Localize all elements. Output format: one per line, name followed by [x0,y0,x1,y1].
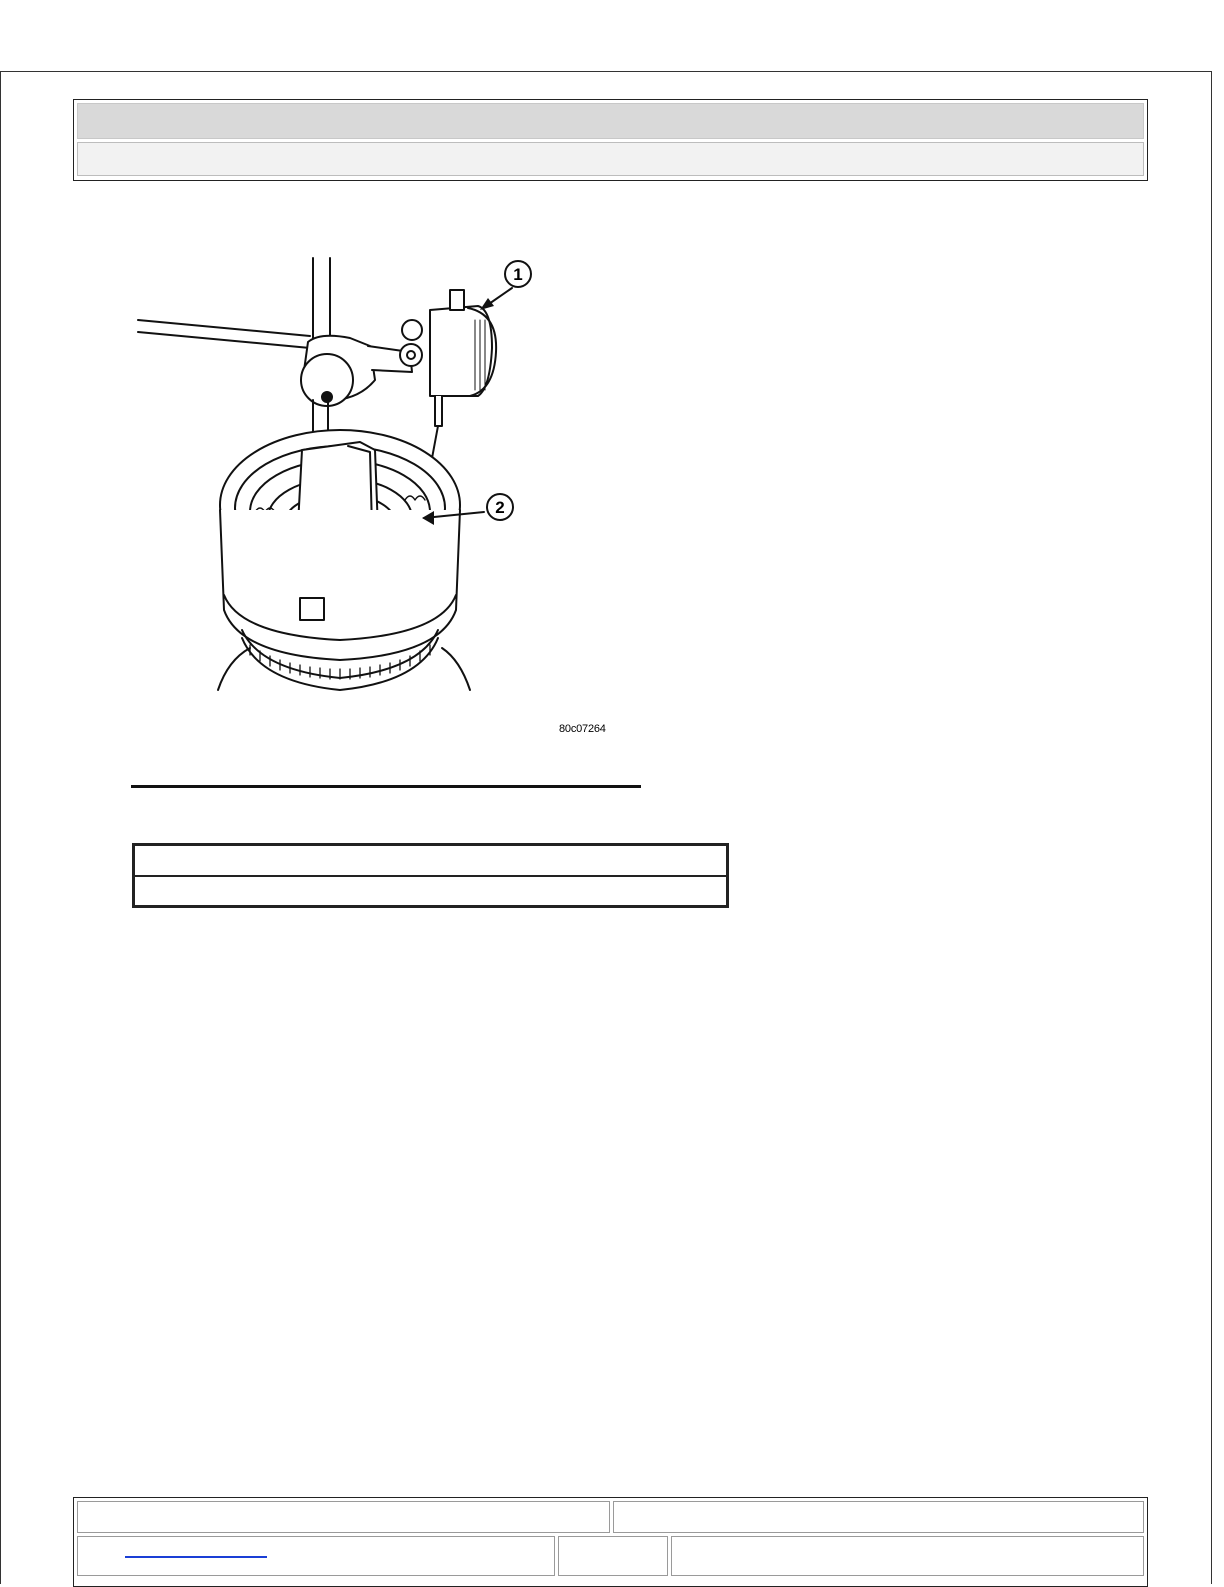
dial-indicator-illustration [130,250,630,710]
callout-1-label: 1 [513,265,523,284]
footer-cell [613,1501,1144,1533]
header-subtitle-row [77,142,1144,176]
spec-table-row [135,875,726,904]
header-table [73,99,1148,181]
header-title-row [77,103,1144,139]
figure-id: 80c07264 [559,723,606,735]
horizontal-rule [131,785,641,788]
footer-link[interactable] [125,1556,267,1558]
footer-cell [671,1536,1144,1576]
footer-row [77,1501,1144,1533]
spec-table-row [135,846,726,875]
callout-2-label: 2 [495,498,505,517]
spec-table [132,843,729,908]
footer-cell [558,1536,668,1576]
footer-cell [77,1501,610,1533]
footer-table [73,1497,1148,1587]
